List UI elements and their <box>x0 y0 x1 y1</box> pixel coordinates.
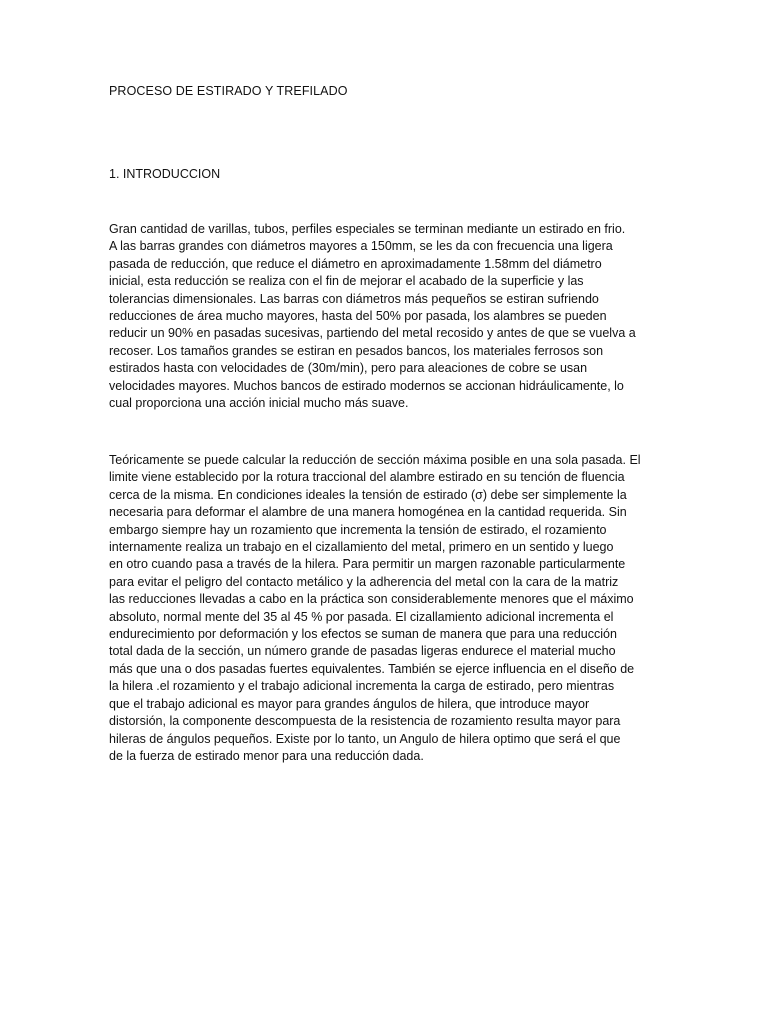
paragraph-line: que el trabajo adicional es mayor para grandes ángulos de hilera, que introduce mayor <box>109 696 590 711</box>
paragraph-line: la hilera .el rozamiento y el trabajo adicional incrementa la carga de estirado, pero mientras <box>109 679 615 694</box>
paragraph-line: cerca de la misma. En condiciones ideales la tensión de estirado (σ) debe ser simplemente la <box>109 487 627 502</box>
paragraph-line: internamente realiza un trabajo en el cizallamiento del metal, primero en un sentido y luego <box>109 540 614 555</box>
paragraph-line: las reducciones llevadas a cabo en la práctica son considerablemente menores que el máximo <box>109 592 634 607</box>
paragraph-theory <box>109 452 661 765</box>
paragraph-line: tolerancias dimensionales. Las barras con diámetros más pequeños se estiran sufriendo <box>109 291 599 306</box>
paragraph-line: total dada de la sección, un número grande de pasadas ligeras endurece el material mucho <box>109 644 616 659</box>
paragraph-introduction <box>109 221 661 412</box>
paragraph-line: embargo siempre hay un rozamiento que incrementa la tensión de estirado, el rozamiento <box>109 522 607 537</box>
section-heading: 1. INTRODUCCION <box>109 167 221 181</box>
paragraph-line: necesaria para deformar el alambre de una manera homogénea en la cantidad requerida. Sin <box>109 505 627 520</box>
paragraph-line: velocidades mayores. Muchos bancos de estirado modernos se accionan hidráulicamente, lo <box>109 378 624 393</box>
paragraph-line: distorsión, la componente descompuesta de la resistencia de rozamiento resulta mayor para <box>109 714 621 729</box>
paragraph-line: limite viene establecido por la rotura traccional del alambre estirado en su tención de fluencia <box>109 470 625 485</box>
paragraph-line: A las barras grandes con diámetros mayores a 150mm, se les da con frecuencia una ligera <box>109 239 613 254</box>
paragraph-line: Gran cantidad de varillas, tubos, perfiles especiales se terminan mediante un estirado en frio. <box>109 222 626 236</box>
paragraph-line: hileras de ángulos pequeños. Existe por lo tanto, un Angulo de hilera optimo que será el que <box>109 731 621 746</box>
document-title: PROCESO DE ESTIRADO Y TREFILADO <box>109 84 348 98</box>
paragraph-line: endurecimiento por deformación y los efectos se suman de manera que para una reducción <box>109 627 617 642</box>
paragraph-line: cual proporciona una acción inicial mucho más suave. <box>109 396 409 411</box>
paragraph-line: pasada de reducción, que reduce el diámetro en aproximadamente 1.58mm del diámetro <box>109 256 602 271</box>
paragraph-line: en otro cuando pasa a través de la hilera. Para permitir un margen razonable particularmente <box>109 557 626 572</box>
paragraph-line: reducir un 90% en pasadas sucesivas, partiendo del metal recosido y antes de que se vuelva a <box>109 326 636 341</box>
paragraph-line: recoser. Los tamaños grandes se estiran en pesados bancos, los materiales ferrosos son <box>109 343 604 358</box>
paragraph-line: reducciones de área mucho mayores, hasta del 50% por pasada, los alambres se pueden <box>109 309 607 324</box>
paragraph-line: para evitar el peligro del contacto metálico y la adherencia del metal con la cara de la matriz <box>109 574 619 589</box>
paragraph-line: estirados hasta con velocidades de (30m/min), pero para aleaciones de cobre se usan <box>109 361 588 376</box>
paragraph-line: más que una o dos pasadas fuertes equivalentes. También se ejerce influencia en el diseño de <box>109 661 635 676</box>
paragraph-line: inicial, esta reducción se realiza con el fin de mejorar el acabado de la superficie y las <box>109 274 584 289</box>
paragraph-line: de la fuerza de estirado menor para una reducción dada. <box>109 748 424 763</box>
paragraph-line: absoluto, normal mente del 35 al 45 % por pasada. El cizallamiento adicional incrementa el <box>109 609 614 624</box>
paragraph-line: Teóricamente se puede calcular la reducción de sección máxima posible en una sola pasada. El <box>109 453 641 467</box>
